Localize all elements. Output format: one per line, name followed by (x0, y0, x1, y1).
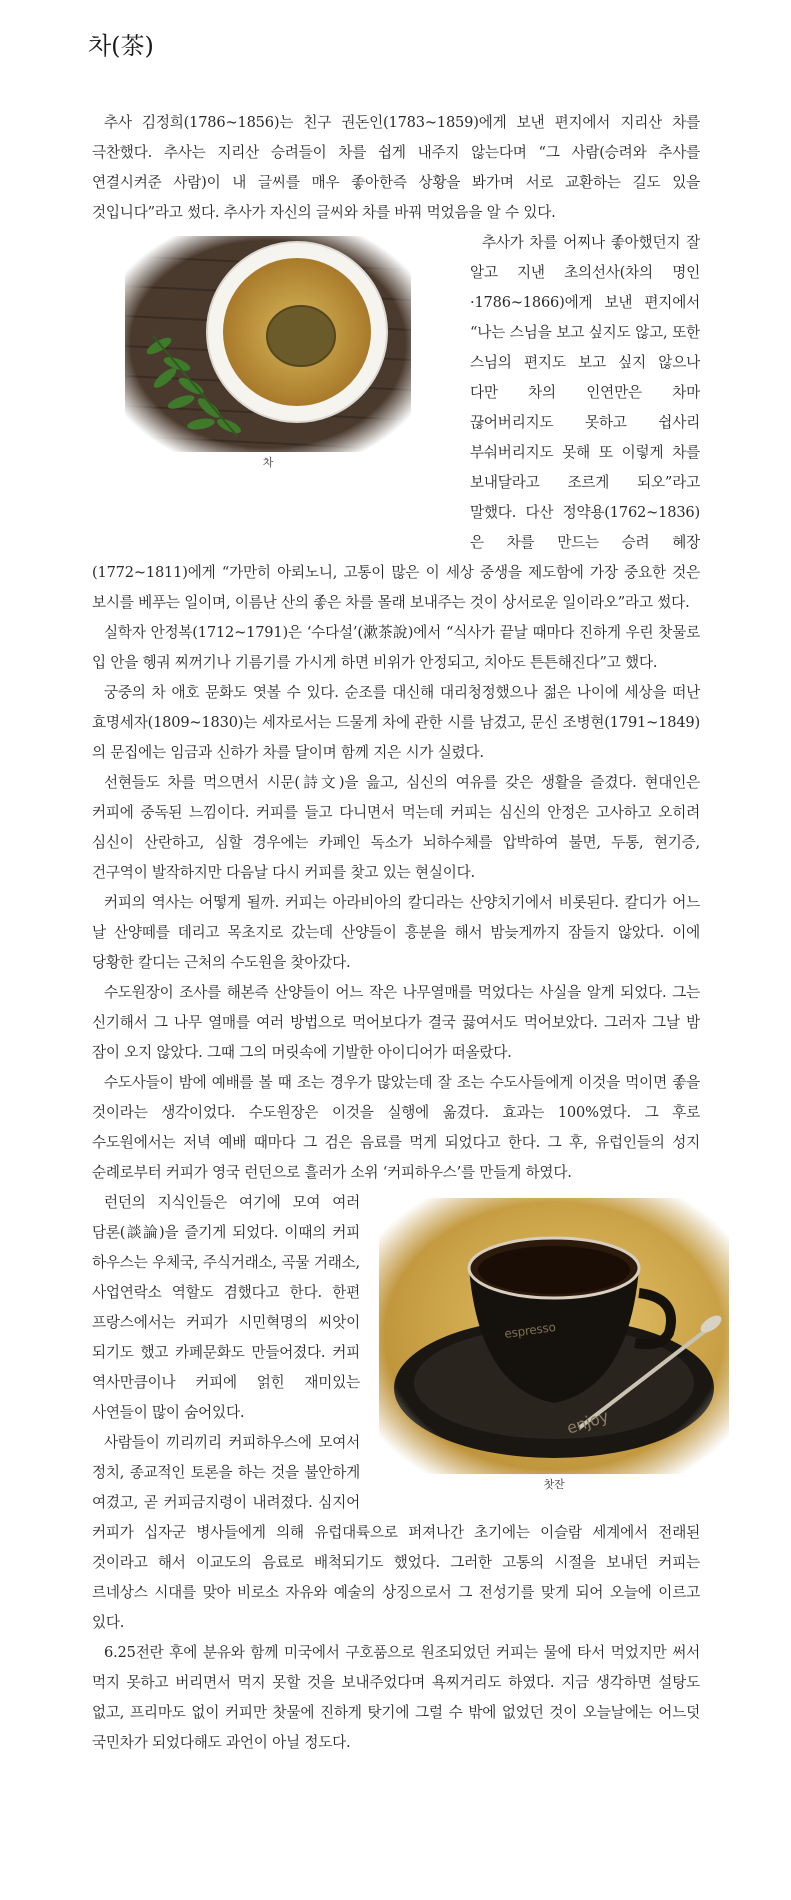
paragraph: 수도사들이 밤에 예배를 볼 때 조는 경우가 많았는데 잘 조는 수도사들에게 이것을 먹이면 좋을 것이라는 생각이었다. 수도원장은 이것을 실행에 옮겼다. 효과는 100%였다. 그 후로 수도원에서는 저녁 예배 때마다 그 검은 음료를 먹게 되었다고 한다. 그 후, 유럽인들의 성지 순례로부터 커피가 영국 런던으로 흘러가 소위 ‘커피하우스’를 만들게 하였다. (92, 1074, 700, 1181)
paragraph: 선현들도 차를 먹으면서 시문(詩文)을 읊고, 심신의 여유를 갖은 생활을 즐겼다. 현대인은 커피에 중독된 느낌이다. 커피를 들고 다니면서 먹는데 커피는 심신의 안정은 고사하고 오히려 심신이 산란하고, 심할 경우에는 카페인 독소가 뇌하수체를 압박하여 불면, 두통, 현기증, 건구역이 발작하지만 다음날 다시 커피를 찾고 있는 현실이다. (92, 774, 700, 881)
coffee-figure (374, 1198, 734, 1508)
tea-cup-photo (125, 236, 411, 452)
paragraph: 사람들이 끼리끼리 커피하우스에 모여서 정치, 종교적인 토론을 하는 것을 불안하게 여겼고, 곧 커피금지령이 내려졌다. 심지어 커피가 십자군 병사들에게 의해 유럽대륙으로 퍼져나간 초기에는 이슬람 세계에서 전래된 것이라고 해서 이교도의 음료로 배척되기도 했었다. 그러한 고통의 시절을 보내던 커피는 르네상스 시대를 맞아 비로소 자유와 예술의 상징으로서 그 전성기를 맞게 되어 오늘에 이르고 있다. (92, 1434, 700, 1631)
tea-caption: 차 (262, 456, 274, 469)
article-body (92, 108, 700, 1758)
paragraph: 추사가 차를 어찌나 좋아했던지 잘 알고 지낸 초의선사(차의 명인·1786~1866)에게 보낸 편지에서 “나는 스님을 보고 싶지도 않고, 또한 스님의 편지도 보고 싶지 않으나 다만 차의 인연만은 차마 끊어버리지도 못하고 쉽사리 부숴버리지도 못해 또 이렇게 차를 보내달라고 조르게 되오”라고 말했다. 다산 정약용(1762~1836)은 차를 만드는 승려 혜장(1772~1811)에게 “가만히 아뢰노니, 고통이 많은 이 세상 중생을 제도함에 가장 중요한 것은 보시를 베푸는 일이며, 이름난 산의 좋은 차를 몰래 보내주는 것이 상서로운 일이라오”라고 썼다. (92, 234, 700, 611)
coffee-caption: 찻잔 (543, 1478, 565, 1491)
page-title: 차(茶) (88, 32, 154, 60)
paragraph: 커피의 역사는 어떻게 될까. 커피는 아라비아의 칼디라는 산양치기에서 비롯된다. 칼디가 어느 날 산양떼를 데리고 목초지로 갔는데 산양들이 흥분을 해서 밤늦게까지 잠들지 않았다. 이에 당황한 칼디는 근처의 수도원을 찾아갔다. (92, 894, 700, 971)
paragraph: 추사 김정희(1786~1856)는 친구 권돈인(1783~1859)에게 보낸 편지에서 지리산 차를 극찬했다. 추사는 지리산 승려들이 차를 쉽게 내주지 않는다며 “그 사람(승려와 추사를 연결시켜준 사람)이 내 글씨를 매우 좋아한즉 상황을 봐가며 서로 교환하는 길도 있을 것입니다”라고 썼다. 추사가 자신의 글씨와 차를 바꿔 먹었음을 알 수 있다. (92, 114, 700, 221)
paragraph: 실학자 안정복(1712~1791)은 ‘수다설’(漱茶說)에서 “식사가 끝날 때마다 진하게 우린 찻물로 입 안을 헹궈 찌꺼기나 기름기를 가시게 하면 비위가 안정되고, 치아도 튼튼해진다”고 했다. (92, 624, 700, 671)
paragraph: 수도원장이 조사를 해본즉 산양들이 어느 작은 나무열매를 먹었다는 사실을 알게 되었다. 그는 신기해서 그 나무 열매를 여러 방법으로 먹어보다가 결국 끓여서도 먹어보았다. 그러자 그날 밤 잠이 오지 않았다. 그때 그의 머릿속에 기발한 아이디어가 떠올랐다. (92, 984, 700, 1061)
paragraph: 6.25전란 후에 분유와 함께 미국에서 구호품으로 원조되었던 커피는 물에 타서 먹었지만 써서 먹지 못하고 버리면서 먹지 못할 것을 보내주었다며 욕찌거리도 하였다. 지금 생각하면 설탕도 없고, 프리마도 없이 커피만 찻물에 진하게 탓기에 그럴 수 밖에 없었던 것이 오늘날에는 어느덧 국민차가 되었다해도 과언이 아닐 정도다. (92, 1644, 700, 1751)
coffee-cup-photo (379, 1198, 729, 1474)
tea-figure (80, 236, 456, 554)
paragraph: 런던의 지식인들은 여기에 모여 여러 담론(談論)을 즐기게 되었다. 이때의 커피 하우스는 우체국, 주식거래소, 곡물 거래소, 사업연락소 역할도 겸했다고 한다. 한편 프랑스에서는 커피가 시민혁명의 씨앗이 되기도 했고 카페문화도 만들어졌다. 커피 역사만큼이나 커피에 얽힌 재미있는 사연들이 많이 숨어있다. (92, 1194, 360, 1421)
paragraph: 궁중의 차 애호 문화도 엿볼 수 있다. 순조를 대신해 대리청정했으나 젊은 나이에 세상을 떠난 효명세자(1809~1830)는 세자로서는 드물게 차에 관한 시를 남겼고, 문신 조병현(1791~1849)의 문집에는 임금과 신하가 차를 달이며 함께 지은 시가 실렸다. (92, 684, 700, 761)
